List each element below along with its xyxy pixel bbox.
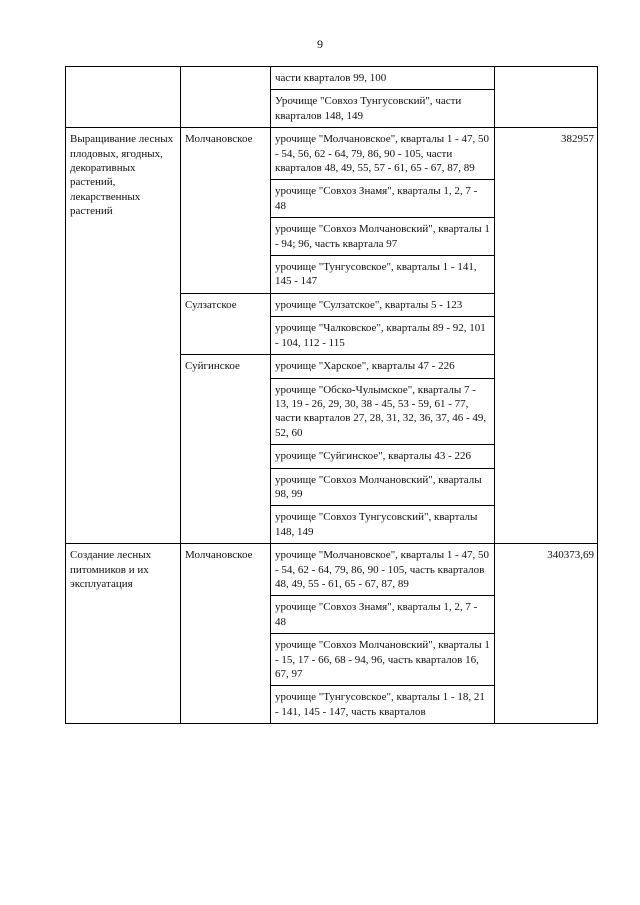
location-cell: урочище "Тунгусовское", кварталы 1 - 18, 21 - 141, 145 - 147, часть кварталов: [271, 686, 495, 724]
area-value-cell: 340373,69: [495, 544, 598, 724]
area-value-cell: 382957: [495, 128, 598, 544]
forestry-cell: Молчановское: [181, 544, 271, 724]
location-cell: урочище "Совхоз Знамя", кварталы 1, 2, 7 - 48: [271, 180, 495, 218]
location-cell: Урочище "Совхоз Тунгусовский", части кварталов 148, 149: [271, 90, 495, 128]
location-cell: урочище "Молчановское", кварталы 1 - 47, 50 - 54, 62 - 64, 79, 86, 90 - 105, часть кварталов 48, 49, 55 - 61, 65 - 67, 87, 89: [271, 544, 495, 596]
location-cell: урочище "Совхоз Молчановский", кварталы 98, 99: [271, 468, 495, 506]
location-cell: урочище "Чалковское", кварталы 89 - 92, 101 - 104, 112 - 115: [271, 317, 495, 355]
forestry-cell: [181, 67, 271, 128]
activity-cell: Создание лесных питомников и их эксплуатация: [66, 544, 181, 724]
location-cell: урочище "Совхоз Знамя", кварталы 1, 2, 7 - 48: [271, 596, 495, 634]
location-cell: урочище "Совхоз Молчановский", кварталы 1 - 94; 96, часть квартала 97: [271, 218, 495, 256]
location-cell: урочище "Суйгинское", кварталы 43 - 226: [271, 445, 495, 468]
forestry-cell: Суйгинское: [181, 355, 271, 544]
location-cell: урочище "Молчановское", кварталы 1 - 47, 50 - 54, 56, 62 - 64, 79, 86, 90 - 105, части кварталов 48, 49, 55, 57 - 61, 65 - 67, 87, 89: [271, 128, 495, 180]
location-cell: урочище "Харское", кварталы 47 - 226: [271, 355, 495, 378]
page-number: 9: [317, 37, 323, 51]
location-cell: урочище "Совхоз Тунгусовский", кварталы 148, 149: [271, 506, 495, 544]
table-row: [66, 128, 598, 180]
forestry-cell: Молчановское: [181, 128, 271, 294]
activity-cell: [66, 67, 181, 128]
location-cell: урочище "Совхоз Молчановский", кварталы 1 - 15, 17 - 66, 68 - 94, 96, часть кварталов 16, 67, 97: [271, 634, 495, 686]
forestry-cell: Сулзатское: [181, 293, 271, 354]
location-cell: урочище "Сулзатское", кварталы 5 - 123: [271, 293, 495, 316]
location-cell: урочище "Обско-Чулымское", кварталы 7 - 13, 19 - 26, 29, 30, 38 - 45, 53 - 59, 61 - 77, части кварталов 27, 28, 31, 32, 36, 37, 46 - 49, 52, 60: [271, 378, 495, 445]
area-value-cell: [495, 67, 598, 128]
activity-cell: Выращивание лесных плодовых, ягодных, декоративных растений, лекарственных растений: [66, 128, 181, 544]
location-cell: части кварталов 99, 100: [271, 67, 495, 90]
location-cell: урочище "Тунгусовское", кварталы 1 - 141, 145 - 147: [271, 256, 495, 294]
table-row: [66, 67, 598, 90]
lease-areas-table: [65, 66, 598, 724]
table-row: [66, 544, 598, 596]
